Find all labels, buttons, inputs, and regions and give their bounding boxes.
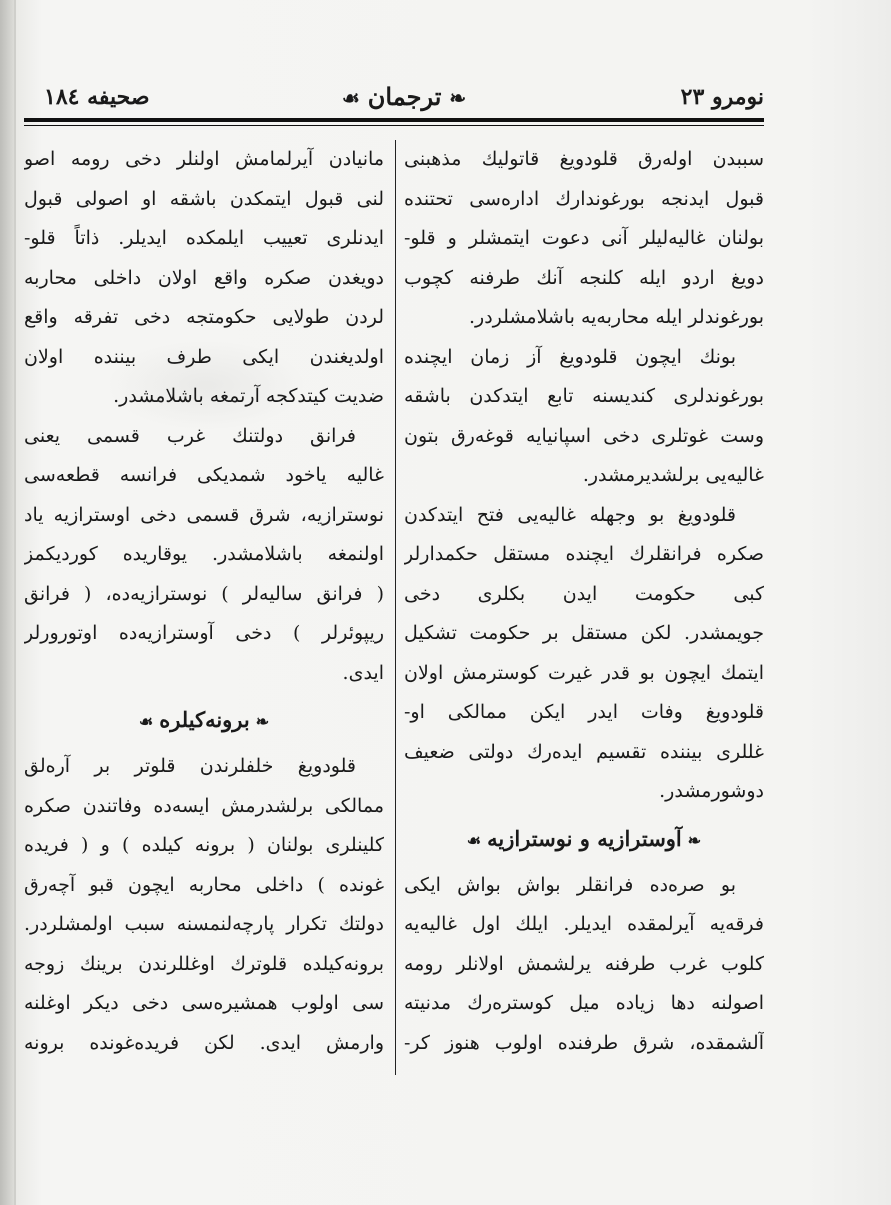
text-line: غللری بیننده تقسیم ایدەرك دولتی ضعیف (404, 740, 764, 763)
ornament-icon: ❧ (449, 86, 467, 110)
text-line: آلشمقده، شرق طرفنده اولوب هنوز کر- (404, 1031, 764, 1054)
text-line: وست غوتلری دخی اسپانیایه قوغەرق بتون (404, 424, 764, 447)
text-line: بورغوندلری کندیسنه تابع ایتدکدن باشقه (404, 385, 764, 407)
text-line: نوسترازیه، شرق قسمی دخی اوسترازیه یاد (24, 503, 384, 526)
text-line: کلینلری بولنان ( برونه کیلده ) و ( فریده (24, 834, 384, 856)
text-line: دویغ اردو ایله کلنجه آنك طرفنه کچوب (404, 266, 764, 289)
ornament-icon: ☙ (466, 830, 482, 850)
text-line: فرانق دولتنك غرب قسمی یعنی (24, 424, 356, 447)
ornament-icon: ❧ (687, 830, 702, 850)
section-heading-text: برونەکیلره (159, 707, 250, 732)
text-line: ضدیت کیتدکجه آرتمغه باشلامشدر. (113, 385, 384, 407)
page-gutter (0, 0, 14, 1205)
text-line: ممالکی برلشدرمش ایسەده وفاتندن صکره (24, 794, 384, 817)
text-line: بولنان غالیەلیلر آنی دعوت ایتمشلر و قلو- (404, 227, 764, 249)
text-line: دولتك تکرار پارچەلنمسنه سبب اولمشلردر. (24, 913, 384, 935)
text-line: اولنمغه باشلامشدر. یوقاریده کوردیکمز (24, 543, 384, 565)
text-line: قبول ایدنجه بورغوندارك ادارەسی تحتنده (404, 187, 764, 210)
ornament-icon: ☙ (138, 712, 154, 731)
ornament-icon: ☙ (341, 86, 360, 110)
text-line: برونەکیلده قلوترك اوغللرندن برینك زوجه (24, 952, 384, 975)
text-line: قلودویغ خلفلرندن قلوتر بر آرەلق (24, 755, 356, 777)
text-line: دویغدن صکره واقع اولان داخلی محاربه (24, 266, 384, 289)
text-line: سببدن اولەرق قلودویغ قاتولیك مذهبنی (404, 148, 764, 170)
text-line: وارمش ایدی. لکن فریدەغونده برونه (24, 1031, 384, 1054)
text-line: لنی قبول ایتمکدن باشقه او اصولی قبول (24, 187, 384, 210)
text-line: قلودویغ بو وجهله غالیەیی فتح ایتدکدن (404, 503, 736, 526)
header-rule-thick (24, 118, 764, 122)
section-heading-text: آوسترازیه و نوسترازیه (487, 825, 682, 851)
text-line: اصولنه دها زیاده میل کوسترەرك مدنیته (404, 992, 764, 1014)
text-line: بورغوندلر ایله محاربەیه باشلامشلردر. (469, 306, 764, 328)
text-line: ایدی. (342, 661, 384, 684)
text-line: مانیادن آیرلمامش اولنلر دخی رومه اصو (24, 148, 384, 170)
header-rule-thin (24, 125, 764, 126)
text-line: جویمشدر. لکن مستقل بر حکومت تشکیل (404, 622, 764, 644)
page-header (44, 74, 764, 118)
text-line: بو صرەده فرانقلر بواش بواش ایکی (404, 873, 736, 896)
text-line: اولدیغندن ایکی طرف بیننده اولان (24, 345, 384, 368)
text-line: فرقەیه آیرلمقده ایدیلر. ایلك اول غالیەیه (404, 913, 764, 935)
section-heading (24, 693, 384, 747)
text-line: کبی حکومت ایدن بکلری دخی (404, 582, 764, 605)
text-line: صکره فرانقلرك ایچنده مستقل حکمدارلر (404, 543, 764, 565)
text-line: قلودویغ وفات ایدر ایکن ممالکی او- (404, 701, 764, 723)
issue-number: نومرو ۲۳ (680, 84, 764, 110)
ornament-icon: ❧ (255, 712, 270, 731)
text-line: کلوب غرب طرفنه یرلشمش اولانلر رومه (404, 952, 764, 975)
text-line: غالیه یاخود شمدیکی فرانسه قطعەسی (24, 464, 384, 486)
text-line: غالیەیی برلشدیرمشدر. (582, 464, 764, 486)
text-line: بونك ایچون قلودویغ آز زمان ایچنده (404, 345, 736, 368)
text-line: دوشورمشدر. (659, 780, 764, 802)
left-column (24, 140, 384, 1063)
journal-title-text: ترجمان (367, 82, 442, 111)
text-line: ایدنلری تعییب ایلمکده ایدیلر. ذاتاً قلو- (24, 227, 384, 249)
text-line: ریپوئرلر ) دخی آوسترازیەده اوتورورلر (24, 622, 384, 644)
text-line: ( فرانق سالیەلر ) نوسترازیەده، ( فرانق (24, 582, 384, 605)
journal-title (314, 82, 494, 111)
right-column (404, 140, 764, 1063)
text-line: لردن طولایی حکومتجه دخی تفرقه واقع (24, 306, 384, 328)
page-number: صحیفه ۱۸٤ (44, 84, 150, 110)
text-line: سی اولوب همشیرەسی دخی دیکر اوغلنه (24, 992, 384, 1014)
text-line: غونده ) داخلی محاربه ایچون قبو آچەرق (24, 873, 384, 896)
text-line: ایتمك ایچون بو قدر غیرت کوسترمش اولان (404, 661, 764, 684)
column-divider (395, 140, 396, 1075)
section-heading (404, 812, 764, 866)
